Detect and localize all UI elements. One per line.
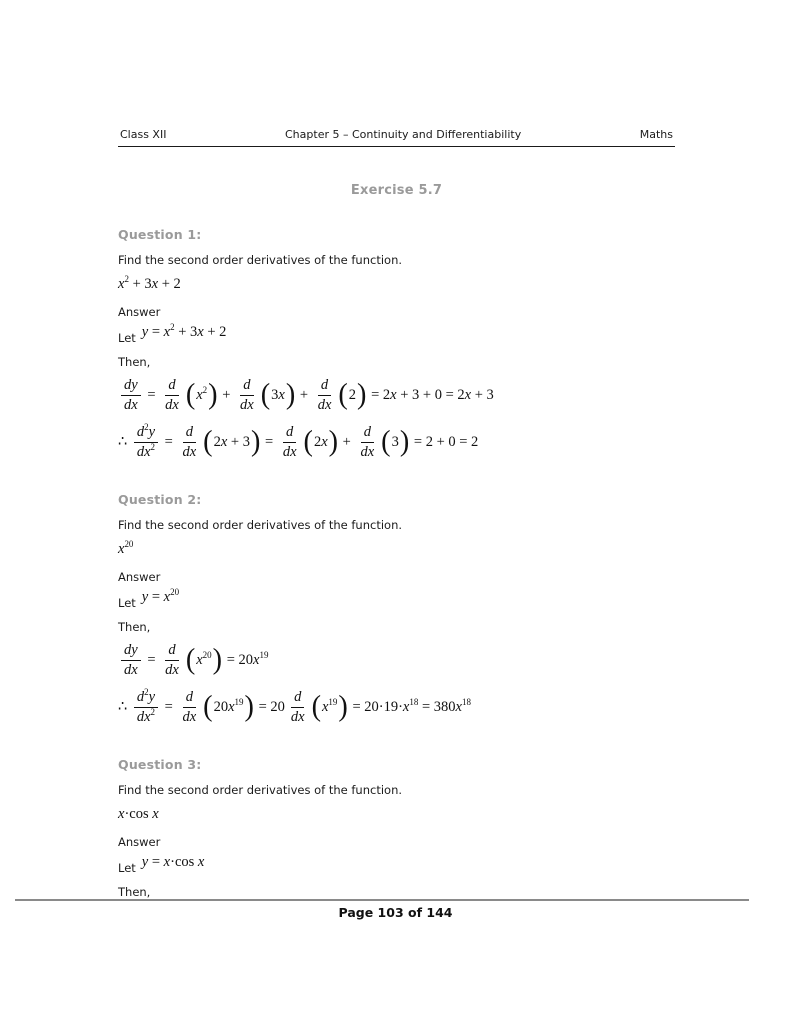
- then-label: Then,: [118, 355, 151, 369]
- question-block-2: [118, 492, 675, 728]
- let-expression: y = x·cos x: [141, 854, 205, 870]
- let-label: Let: [118, 331, 136, 345]
- let-expression: $y = x^{20}$: [141, 587, 180, 605]
- function-expression: $x^2 + 3x + 2$: [118, 274, 181, 292]
- exercise-title: Exercise 5.7: [350, 183, 443, 198]
- let-line: [118, 587, 675, 610]
- header-subject-label: Maths: [639, 128, 673, 141]
- function-expression: x·cos x: [118, 806, 159, 822]
- question-prompt: Find the second order derivatives of the function.: [118, 783, 403, 797]
- then-label: Then,: [118, 885, 151, 899]
- let-expression: $y = x^2 + 3x + 2$: [141, 322, 227, 340]
- question-heading: Question 2:: [118, 492, 202, 507]
- first-derivative-equation: $\frac{dy}{dx}$ = $\frac{d}{dx}$ ( $x^2$ ) + $\frac{d}{dx}$ ( 3x ) + $\frac{d}{dx}$ ( 2 ) = 2x + 3 + 0 = 2x + 3: [118, 374, 675, 416]
- answer-label: Answer: [118, 305, 161, 319]
- function-expression: $x^{20}$: [118, 539, 134, 557]
- answer-label: Answer: [118, 835, 161, 849]
- page-header: [118, 128, 675, 147]
- question-prompt: Find the second order derivatives of the function.: [118, 253, 403, 267]
- header-chapter-title: Chapter 5 – Continuity and Differentiability: [285, 128, 522, 141]
- first-derivative-equation: $\frac{dy}{dx}$ = $\frac{d}{dx}$ ( $x^{20}$ ) = $20x^{19}$: [118, 639, 675, 681]
- question-block-3: [118, 757, 675, 899]
- answer-label: Answer: [118, 570, 161, 584]
- then-label: Then,: [118, 620, 151, 634]
- question-heading: Question 3:: [118, 757, 202, 772]
- question-heading: Question 1:: [118, 227, 202, 242]
- question-block-1: [118, 227, 675, 463]
- let-label: Let: [118, 596, 136, 610]
- header-class-label: Class XII: [120, 128, 167, 141]
- let-line: [118, 322, 675, 345]
- second-derivative-equation: ∴ $\frac{d^2y}{dx^2}$ = $\frac{d}{dx}$ ( $20x^{19}$ ) = 20 $\frac{d}{dx}$ ( $x^{19}$ ) = $20\cdot 19\cdot x^{18} = 380x^{18}$: [118, 687, 471, 725]
- let-label: Let: [118, 861, 136, 875]
- second-derivative-equation: ∴ $\frac{d^2y}{dx^2}$ = $\frac{d}{dx}$ ( 2x + 3 ) = $\frac{d}{dx}$ ( 2x ) + $\frac{d}{dx}$ ( 3 ) = 2 + 0 = 2: [118, 422, 479, 460]
- page-content: [118, 128, 675, 899]
- page-number: Page 103 of 144: [338, 905, 453, 920]
- footer-divider: [15, 899, 749, 901]
- question-prompt: Find the second order derivatives of the function.: [118, 518, 403, 532]
- let-line: [118, 854, 675, 875]
